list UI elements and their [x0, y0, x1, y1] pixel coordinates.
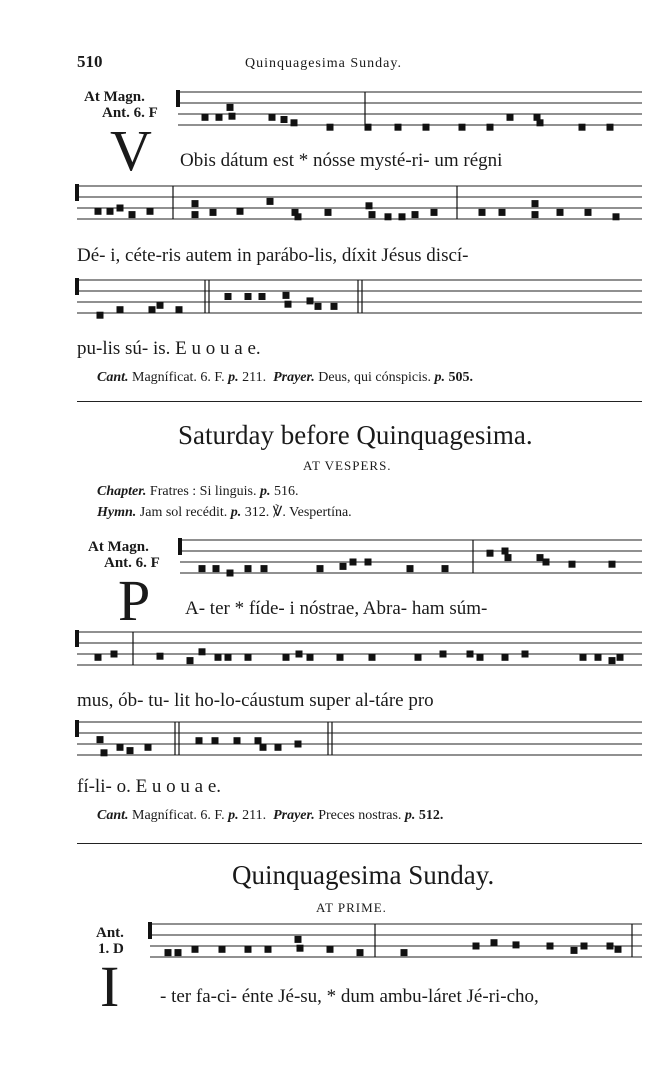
neume-note — [532, 211, 539, 218]
neume-note — [117, 744, 124, 751]
neume-note — [365, 559, 372, 566]
lyric-line: Obis dátum est * nósse mysté-ri- um régni — [180, 150, 503, 171]
neume-note — [331, 303, 338, 310]
clef-mark — [75, 630, 79, 647]
neume-note — [532, 200, 539, 207]
neume-note — [325, 209, 332, 216]
neume-note — [129, 211, 136, 218]
neume-note — [297, 945, 304, 952]
neume-note — [369, 654, 376, 661]
neume-note — [385, 213, 392, 220]
neume-note — [199, 565, 206, 572]
divider — [77, 843, 642, 844]
cant-p: p. — [228, 808, 239, 823]
initial-letter: I — [100, 954, 120, 1019]
neume-note — [505, 554, 512, 561]
neume-note — [295, 213, 302, 220]
neume-note — [491, 939, 498, 946]
divider — [77, 401, 642, 402]
lyric-line: mus, ób- tu- lit ho-lo-cáustum super al-táre pro — [77, 690, 434, 711]
neume-note — [97, 736, 104, 743]
section-subtitle: AT VESPERS. — [303, 458, 392, 473]
neume-note — [127, 747, 134, 754]
neume-note — [157, 302, 164, 309]
neume-note — [499, 209, 506, 216]
prayer-page: 512. — [418, 808, 444, 823]
neume-note — [543, 559, 550, 566]
neume-note — [95, 654, 102, 661]
neume-note — [580, 654, 587, 661]
neume-note — [283, 292, 290, 299]
neume-note — [442, 565, 449, 572]
neume-note — [219, 946, 226, 953]
neume-note — [285, 301, 292, 308]
antiphon-label: At Magn. — [84, 89, 145, 105]
neume-note — [617, 654, 624, 661]
neume-note — [395, 124, 402, 131]
cant-label: Cant. — [97, 370, 129, 385]
hymn-text: Jam sol recédit. — [139, 505, 228, 520]
neume-note — [245, 293, 252, 300]
neume-note — [269, 114, 276, 121]
cant-page: 211. — [242, 370, 267, 385]
neume-note — [95, 208, 102, 215]
initial-letter: V — [110, 118, 152, 183]
neume-note — [225, 654, 232, 661]
neume-note — [216, 114, 223, 121]
neume-note — [107, 208, 114, 215]
running-title: Quinquagesima Sunday. — [245, 56, 402, 71]
neume-note — [215, 654, 222, 661]
prayer-p: p. — [434, 370, 445, 385]
lyric-line: pu-lis sú- is. E u o u a e. — [77, 338, 261, 359]
antiphon-label: At Magn. — [88, 539, 149, 555]
lyric-line: fí-li- o. E u o u a e. — [77, 776, 222, 797]
neume-note — [267, 198, 274, 205]
neume-note — [473, 943, 480, 950]
neume-note — [202, 114, 209, 121]
neume-note — [357, 949, 364, 956]
neume-note — [571, 947, 578, 954]
neume-note — [415, 654, 422, 661]
antiphon-mode: Ant. 6. F — [104, 555, 160, 571]
page-number: 510 — [77, 52, 103, 71]
neume-note — [401, 949, 408, 956]
neume-note — [537, 554, 544, 561]
neume-note — [281, 116, 288, 123]
neume-note — [307, 297, 314, 304]
neume-note — [557, 209, 564, 216]
clef-mark — [75, 720, 79, 737]
neume-note — [234, 737, 241, 744]
neume-note — [283, 654, 290, 661]
neume-note — [229, 113, 236, 120]
neume-note — [467, 651, 474, 658]
neume-note — [547, 943, 554, 950]
antiphon-label: Ant. — [96, 925, 124, 941]
neume-note — [227, 570, 234, 577]
cantus-reference — [97, 370, 473, 386]
neume-note — [366, 202, 373, 209]
neume-note — [225, 293, 232, 300]
clef-mark — [75, 184, 79, 201]
prayer-page: 505. — [448, 370, 473, 385]
neume-note — [315, 303, 322, 310]
neume-note — [192, 200, 199, 207]
section-title: Saturday before Quinquagesima. — [178, 420, 533, 450]
neume-note — [97, 312, 104, 319]
neume-note — [569, 561, 576, 568]
neume-note — [176, 306, 183, 313]
chapter-label: Chapter. — [97, 484, 147, 499]
neume-note — [275, 744, 282, 751]
neume-note — [255, 737, 262, 744]
cant-label: Cant. — [97, 808, 129, 823]
cantus-reference — [97, 808, 443, 824]
neume-note — [237, 208, 244, 215]
neume-note — [615, 946, 622, 953]
neume-note — [479, 209, 486, 216]
lyric-line: A- ter * fíde- i nóstrae, Abra- ham súm- — [185, 598, 488, 619]
neume-note — [165, 949, 172, 956]
clef-mark — [75, 278, 79, 295]
hymn-page: 312. — [244, 505, 270, 520]
neume-note — [192, 211, 199, 218]
hymn-versicle: ℣. Vespertína. — [272, 505, 352, 520]
neume-note — [609, 561, 616, 568]
neume-note — [307, 654, 314, 661]
neume-note — [199, 648, 206, 655]
neume-note — [245, 565, 252, 572]
neume-note — [340, 563, 347, 570]
neume-note — [265, 946, 272, 953]
neume-note — [327, 946, 334, 953]
neume-note — [192, 946, 199, 953]
neume-note — [581, 943, 588, 950]
neume-note — [369, 211, 376, 218]
antiphon-mode: 1. D — [98, 941, 124, 957]
neume-note — [245, 654, 252, 661]
neume-note — [595, 654, 602, 661]
neume-note — [147, 208, 154, 215]
prayer-label: Prayer. — [273, 808, 315, 823]
neume-note — [259, 293, 266, 300]
antiphon-mode: Ant. 6. F — [102, 105, 158, 121]
chapter-reference — [97, 484, 298, 500]
neume-note — [507, 114, 514, 121]
neume-note — [477, 654, 484, 661]
neume-note — [487, 550, 494, 557]
prayer-text: Deus, qui cónspicis. — [318, 370, 431, 385]
initial-letter: P — [118, 568, 151, 633]
neume-note — [291, 119, 298, 126]
neume-note — [175, 949, 182, 956]
neume-note — [296, 651, 303, 658]
clef-mark — [178, 538, 182, 555]
neume-note — [261, 565, 268, 572]
hymn-p: p. — [230, 505, 242, 520]
neume-note — [245, 946, 252, 953]
prayer-label: Prayer. — [273, 370, 315, 385]
neume-note — [607, 124, 614, 131]
chapter-page: 516. — [273, 484, 299, 499]
neume-note — [317, 565, 324, 572]
neume-note — [196, 737, 203, 744]
neume-note — [260, 744, 267, 751]
cant-text: Magníficat. 6. F. — [132, 370, 225, 385]
neume-note — [412, 211, 419, 218]
cant-text: Magníficat. 6. F. — [132, 808, 225, 823]
neume-note — [459, 124, 466, 131]
neume-note — [111, 651, 118, 658]
neume-note — [440, 651, 447, 658]
neume-note — [101, 749, 108, 756]
lyric-line: Dé- i, céte-ris autem in parábo-lis, díxit Jésus discí- — [77, 245, 469, 266]
clef-mark — [148, 922, 152, 939]
neume-note — [187, 657, 194, 664]
neume-note — [350, 559, 357, 566]
neume-note — [157, 653, 164, 660]
neume-note — [399, 213, 406, 220]
neume-note — [487, 124, 494, 131]
neume-note — [227, 104, 234, 111]
chapter-p: p. — [259, 484, 271, 499]
neume-note — [579, 124, 586, 131]
section-subtitle: AT PRIME. — [316, 900, 387, 915]
prayer-text: Preces nostras. — [318, 808, 402, 823]
prayer-p: p. — [404, 808, 416, 823]
hymn-reference — [97, 504, 352, 521]
neume-note — [423, 124, 430, 131]
cant-p: p. — [228, 370, 239, 385]
neume-note — [613, 213, 620, 220]
neume-note — [295, 741, 302, 748]
neume-note — [537, 119, 544, 126]
neume-note — [407, 565, 414, 572]
cant-page: 211. — [242, 808, 267, 823]
neume-note — [213, 565, 220, 572]
neume-note — [522, 651, 529, 658]
chapter-text: Fratres : Si linguis. — [149, 484, 257, 499]
neume-note — [431, 209, 438, 216]
neume-note — [212, 737, 219, 744]
lyric-line: - ter fa-ci- énte Jé-su, * dum ambu-láret Jé-ri-cho, — [160, 986, 539, 1007]
neume-note — [502, 654, 509, 661]
neume-note — [609, 657, 616, 664]
neume-note — [117, 205, 124, 212]
neume-note — [502, 548, 509, 555]
neume-note — [117, 306, 124, 313]
neume-note — [337, 654, 344, 661]
neume-note — [295, 936, 302, 943]
neume-note — [210, 209, 217, 216]
neume-note — [607, 943, 614, 950]
neume-note — [585, 209, 592, 216]
clef-mark — [176, 90, 180, 107]
neume-note — [513, 941, 520, 948]
section-title: Quinquagesima Sunday. — [232, 860, 495, 890]
neume-note — [145, 744, 152, 751]
hymn-label: Hymn. — [97, 505, 137, 520]
neume-note — [149, 306, 156, 313]
neume-note — [327, 124, 334, 131]
